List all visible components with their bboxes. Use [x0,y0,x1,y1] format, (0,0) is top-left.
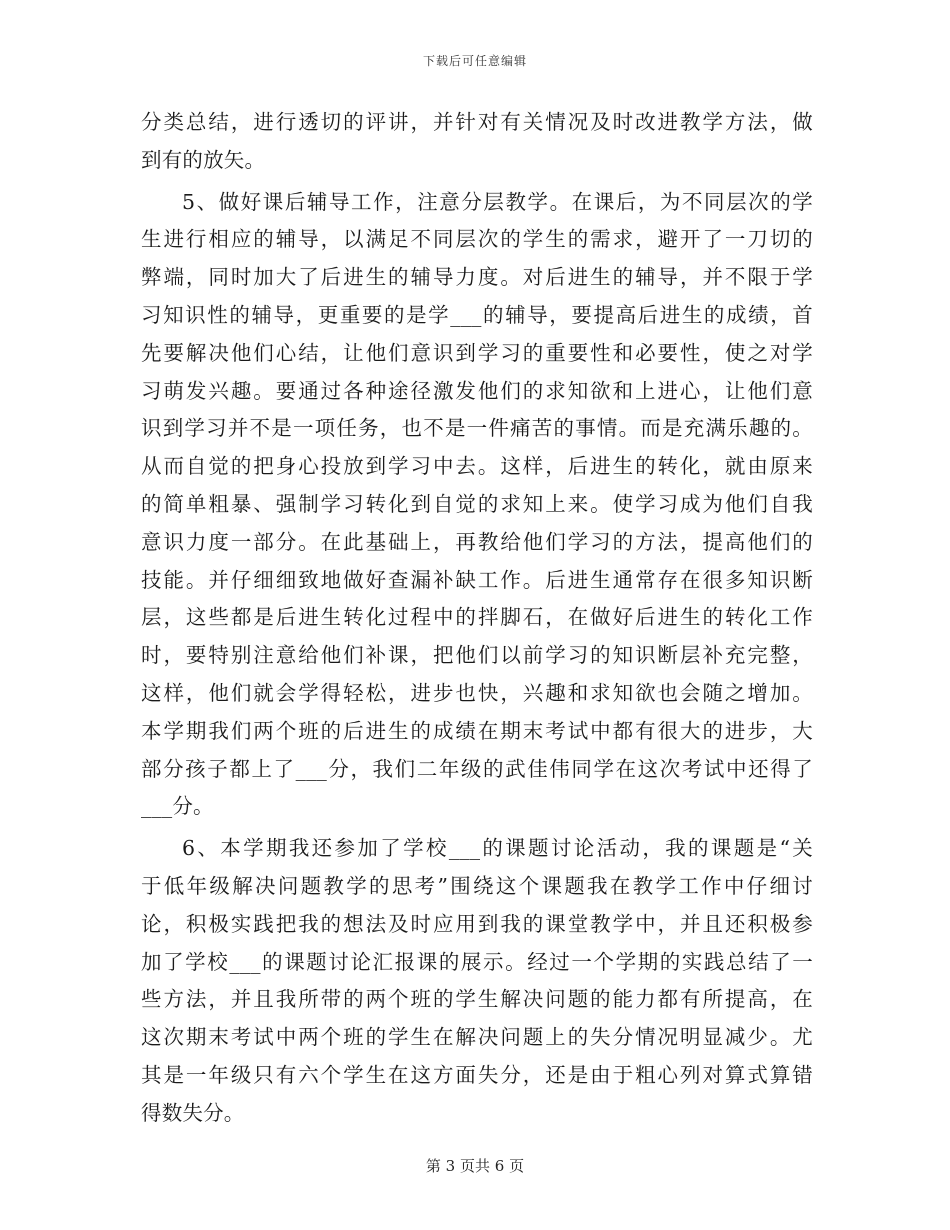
text-line: 先要解决他们心结，让他们意识到学习的重要性和必要性，使之对学 [141,340,813,365]
text-line: 时，要特别注意给他们补课，把他们以前学习的知识断层补充完整， [141,643,813,668]
text-line: 弊端，同时加大了后进生的辅导力度。对后进生的辅导，并不限于学 [141,265,813,290]
text-line: 于低年级解决问题教学的思考”围绕这个课题我在教学工作中仔细讨 [141,873,813,898]
text-line: 从而自觉的把身心投放到学习中去。这样，后进生的转化，就由原来 [141,454,813,479]
text-line: 些方法，并且我所带的两个班的学生解决问题的能力都有所提高，在 [141,987,813,1012]
text-line: 加了学校___的课题讨论汇报课的展示。经过一个学期的实践总结了一 [141,949,813,974]
text-line: 层，这些都是后进生转化过程中的拌脚石，在做好后进生的转化工作 [141,605,813,630]
text-line: 5、做好课后辅导工作，注意分层教学。在课后，为不同层次的学 [182,189,813,214]
text-line: ___分。 [141,794,214,819]
text-line: 到有的放矢。 [141,147,266,172]
text-line: 本学期我们两个班的后进生的成绩在期末考试中都有很大的进步，大 [141,718,813,743]
text-line: 这次期末考试中两个班的学生在解决问题上的失分情况明显减少。尤 [141,1025,813,1050]
text-line: 得数失分。 [141,1100,245,1125]
text-line: 论，积极实践把我的想法及时应用到我的课堂教学中，并且还积极参 [141,911,813,936]
text-line: 习知识性的辅导，更重要的是学___的辅导，要提高后进生的成绩，首 [141,302,813,327]
text-line: 生进行相应的辅导，以满足不同层次的学生的需求，避开了一刀切的 [141,227,813,252]
text-line: 这样，他们就会学得轻松，进步也快，兴趣和求知欲也会随之增加。 [141,680,813,705]
text-line: 6、本学期我还参加了学校___的课题讨论活动，我的课题是“关 [182,836,813,861]
text-line: 习萌发兴趣。要通过各种途径激发他们的求知欲和上进心，让他们意 [141,378,813,403]
text-line: 意识力度一部分。在此基础上，再教给他们学习的方法，提高他们的 [141,529,813,554]
text-line: 的简单粗暴、强制学习转化到自觉的求知上来。使学习成为他们自我 [141,491,813,516]
text-line: 其是一年级只有六个学生在这方面失分，还是由于粗心列对算式算错 [141,1062,813,1087]
page-header: 下载后可任意编辑 [422,54,527,68]
text-line: 分类总结，进行透切的评讲，并针对有关情况及时改进教学方法，做 [141,110,813,134]
text-line: 技能。并仔细细致地做好查漏补缺工作。后进生通常存在很多知识断 [141,567,813,592]
text-line: 部分孩子都上了___分，我们二年级的武佳伟同学在这次考试中还得了 [141,756,813,781]
text-line: 识到学习并不是一项任务，也不是一件痛苦的事情。而是充满乐趣的。 [141,416,813,441]
document-body [141,104,813,1133]
page-number-footer: 第 3 页共 6 页 [425,1157,525,1175]
